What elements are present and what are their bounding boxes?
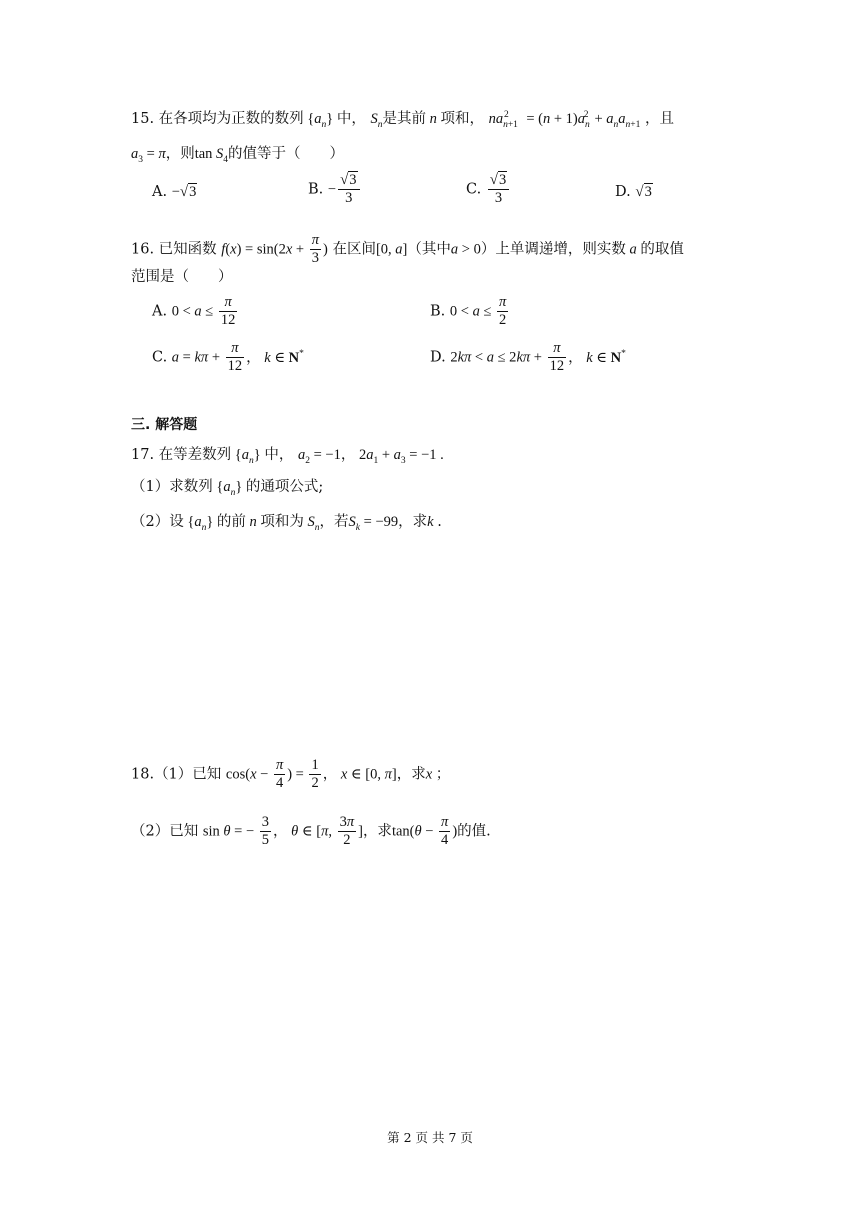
q15-option-c[interactable]: C. $\frac{√3}{3}$	[466, 172, 511, 207]
q18-number: 18.	[131, 766, 155, 783]
q15-option-b[interactable]: B. − $\frac{√3}{3}$	[308, 172, 362, 207]
q15-number: 15.	[131, 111, 155, 127]
q17-part2: （2）设 $\{a_n\}$ 的前 n 项和为 $S_n$，若$S_k = -99$，求k .	[131, 514, 442, 533]
q16-option-a[interactable]: A. 0 < a ≤ $\frac{\pi}{12}$	[152, 294, 236, 328]
q17-line1: 17. 在等差数列 $\{a_n\}$ 中， $a_2 = -1$， $2a_1 + a_3 = -1$ .	[131, 447, 444, 466]
q16-function: f(x) = sin(2x +	[221, 241, 308, 258]
q17-number: 17.	[131, 447, 155, 463]
q16-option-d[interactable]: D. 2kπ < a ≤ 2kπ + $\frac{\pi}{12}$ ， k ∈ N*	[430, 340, 626, 374]
q15-recurrence: $na_{n+1}^2 = (n + 1)a_n^2 + a_na_{n+1}$	[488, 110, 641, 130]
q15-sequence: $\{a_n\}$	[303, 111, 337, 130]
q17-part1: （1）求数列 $\{a_n\}$ 的通项公式;	[131, 479, 324, 498]
q16-line1: 16. 已知函数 f(x) = sin(2x + $\frac{\pi}{3}$ ) 在区间[0, a]（其中a > 0）上单调递增，则实数 a 的取值	[131, 232, 684, 266]
q16-number: 16.	[131, 241, 155, 258]
page-footer: 第 2 页 共 7 页	[387, 1130, 473, 1145]
q16-option-c[interactable]: C. a = kπ + $\frac{\pi}{12}$ ， k ∈ N*	[152, 340, 304, 374]
section-heading: 三. 解答题	[131, 417, 198, 433]
q18-part2: （2）已知 sin θ = − $\frac{3}{5}$ ， θ ∈ [π, $\frac{3\pi}{2}$ ]，求tan(θ − $\frac{\pi}{4}$ )的值.	[131, 814, 491, 848]
q15-option-d[interactable]: D. √3	[615, 184, 652, 200]
q15-line1: 15. 在各项均为正数的数列 $\{a_n\}$ 中， $S_n$是其前 n 项和， $na_{n+1}^2 = (n + 1)a_n^2 + a_na_{n+1}$ ，且	[131, 110, 674, 130]
q16-line2: 范围是（ ）	[131, 269, 233, 285]
q18-part1: 18.（1）已知 cos(x − $\frac{\pi}{4}$ ) = $\frac{1}{2}$ ， x ∈ [0, π]，求x ；	[131, 757, 451, 791]
q15-options	[152, 172, 712, 218]
q15-option-a[interactable]: A. −√3	[152, 184, 197, 200]
q15-line2: $a_3 = \pi$，则$\tan S_4$的值等于（ ）	[131, 146, 345, 165]
q16-option-b[interactable]: B. 0 < a ≤ $\frac{\pi}{2}$	[430, 294, 507, 328]
q15-text: 在各项均为正数的数列	[158, 111, 304, 127]
